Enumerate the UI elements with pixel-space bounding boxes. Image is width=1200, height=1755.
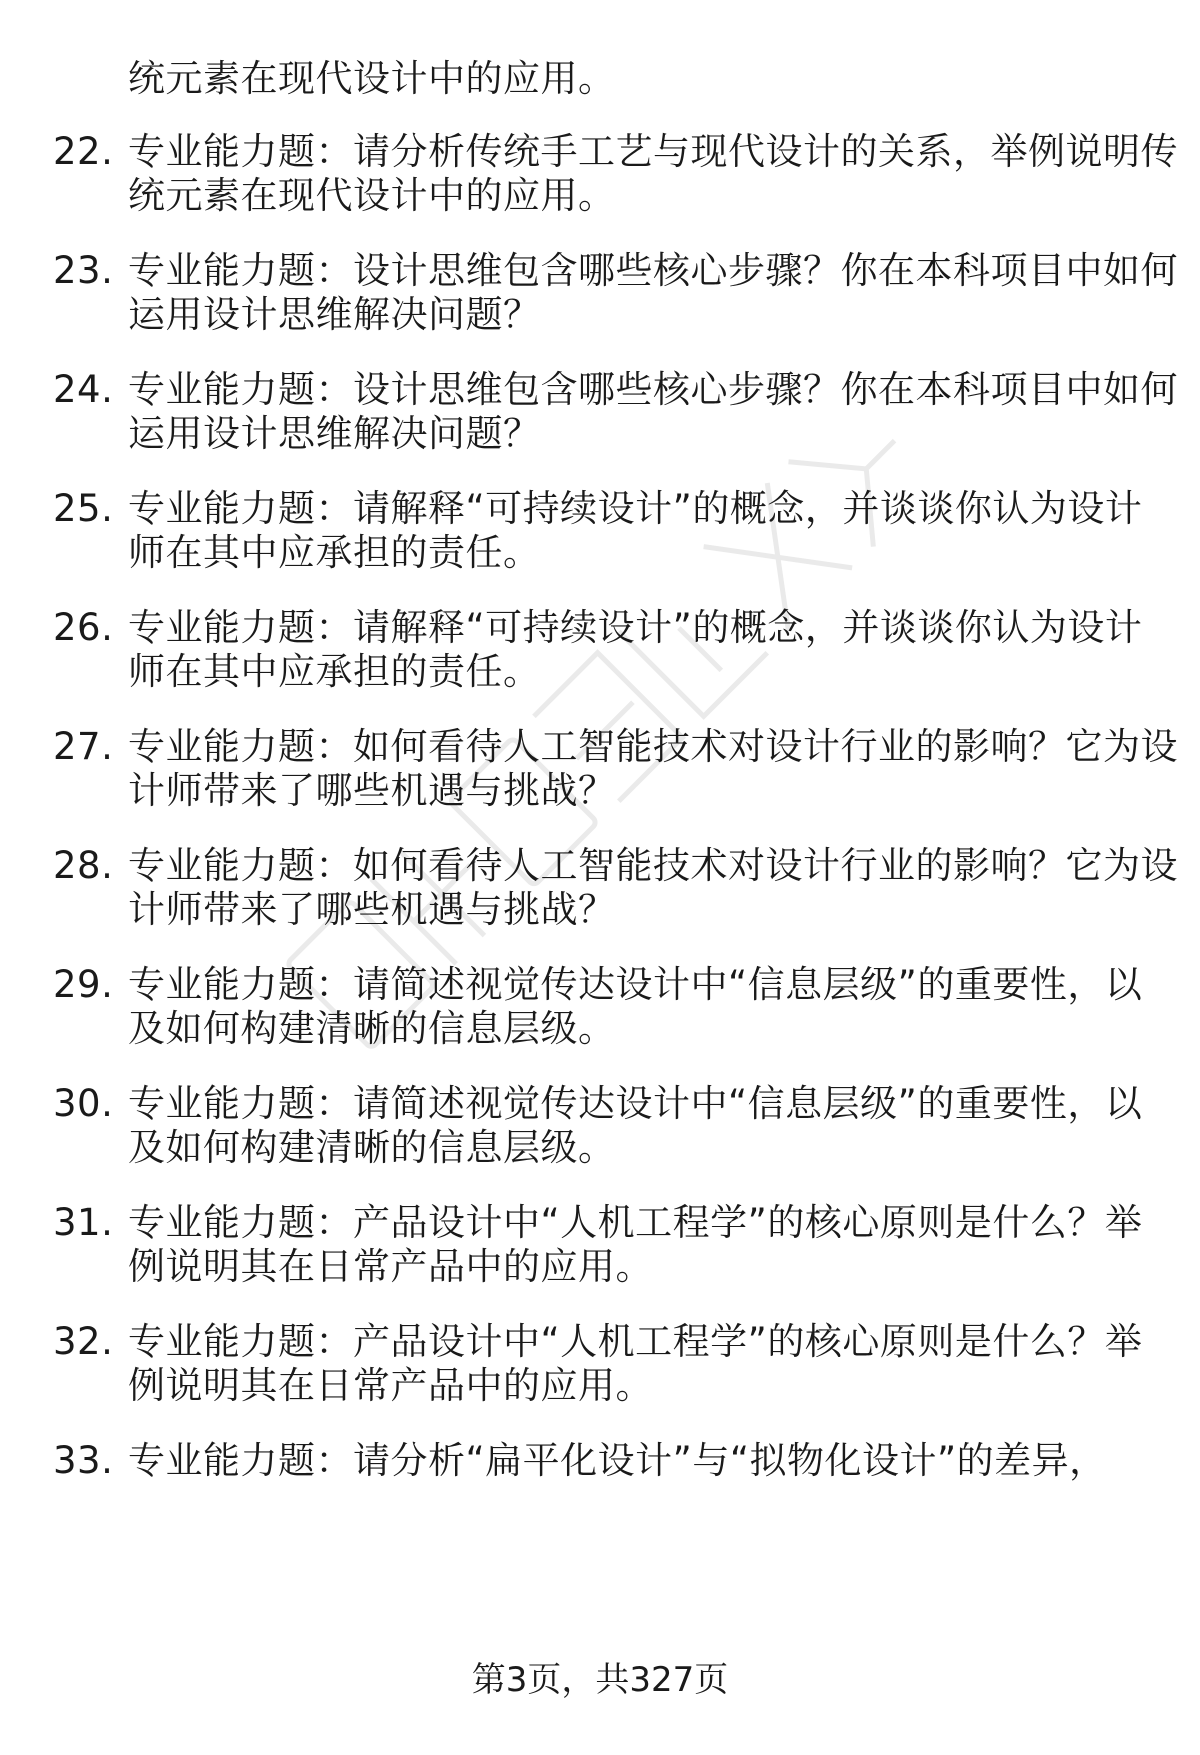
item-text: 统元素在现代设计中的应用。 [128,57,616,100]
item-number: 27. [53,725,114,768]
item-number: 29. [53,963,114,1006]
item-text: 专业能力题：设计思维包含哪些核心步骤？你在本科项目中如何 [128,249,1178,292]
item-text: 专业能力题：如何看待人工智能技术对设计行业的影响？它为设 [128,725,1178,768]
page-footer: 第3页，共327页 [471,1660,729,1700]
item-number: 24. [53,368,114,411]
item-text: 例说明其在日常产品中的应用。 [128,1364,653,1407]
item-number: 26. [53,606,114,649]
item-number: 25. [53,487,114,530]
item-text: 师在其中应承担的责任。 [128,531,541,574]
item-text: 专业能力题：请简述视觉传达设计中“信息层级”的重要性，以 [128,963,1143,1006]
item-text: 及如何构建清晰的信息层级。 [128,1126,616,1169]
item-text: 运用设计思维解决问题？ [128,293,541,336]
item-text: 计师带来了哪些机遇与挑战？ [128,769,616,812]
item-number: 22. [53,130,114,173]
item-text: 专业能力题：请分析传统手工艺与现代设计的关系，举例说明传 [128,130,1178,173]
item-text: 专业能力题：设计思维包含哪些核心步骤？你在本科项目中如何 [128,368,1178,411]
item-number: 31. [53,1201,114,1244]
item-text: 例说明其在日常产品中的应用。 [128,1245,653,1288]
item-text: 专业能力题：请简述视觉传达设计中“信息层级”的重要性，以 [128,1082,1143,1125]
item-text: 专业能力题：请解释“可持续设计”的概念，并谈谈你认为设计 [128,487,1143,530]
item-text: 专业能力题：请分析“扁平化设计”与“拟物化设计”的差异， [128,1439,1107,1482]
item-text: 专业能力题：请解释“可持续设计”的概念，并谈谈你认为设计 [128,606,1143,649]
item-number: 33. [53,1439,114,1482]
item-text: 运用设计思维解决问题？ [128,412,541,455]
item-number: 28. [53,844,114,887]
item-text: 师在其中应承担的责任。 [128,650,541,693]
item-text: 及如何构建清晰的信息层级。 [128,1007,616,1050]
item-text: 专业能力题：产品设计中“人机工程学”的核心原则是什么？举 [128,1320,1143,1363]
item-text: 计师带来了哪些机遇与挑战？ [128,888,616,931]
item-number: 23. [53,249,114,292]
item-number: 30. [53,1082,114,1125]
item-number: 32. [53,1320,114,1363]
item-text: 专业能力题：如何看待人工智能技术对设计行业的影响？它为设 [128,844,1178,887]
item-text: 统元素在现代设计中的应用。 [128,174,616,217]
item-text: 专业能力题：产品设计中“人机工程学”的核心原则是什么？举 [128,1201,1143,1244]
